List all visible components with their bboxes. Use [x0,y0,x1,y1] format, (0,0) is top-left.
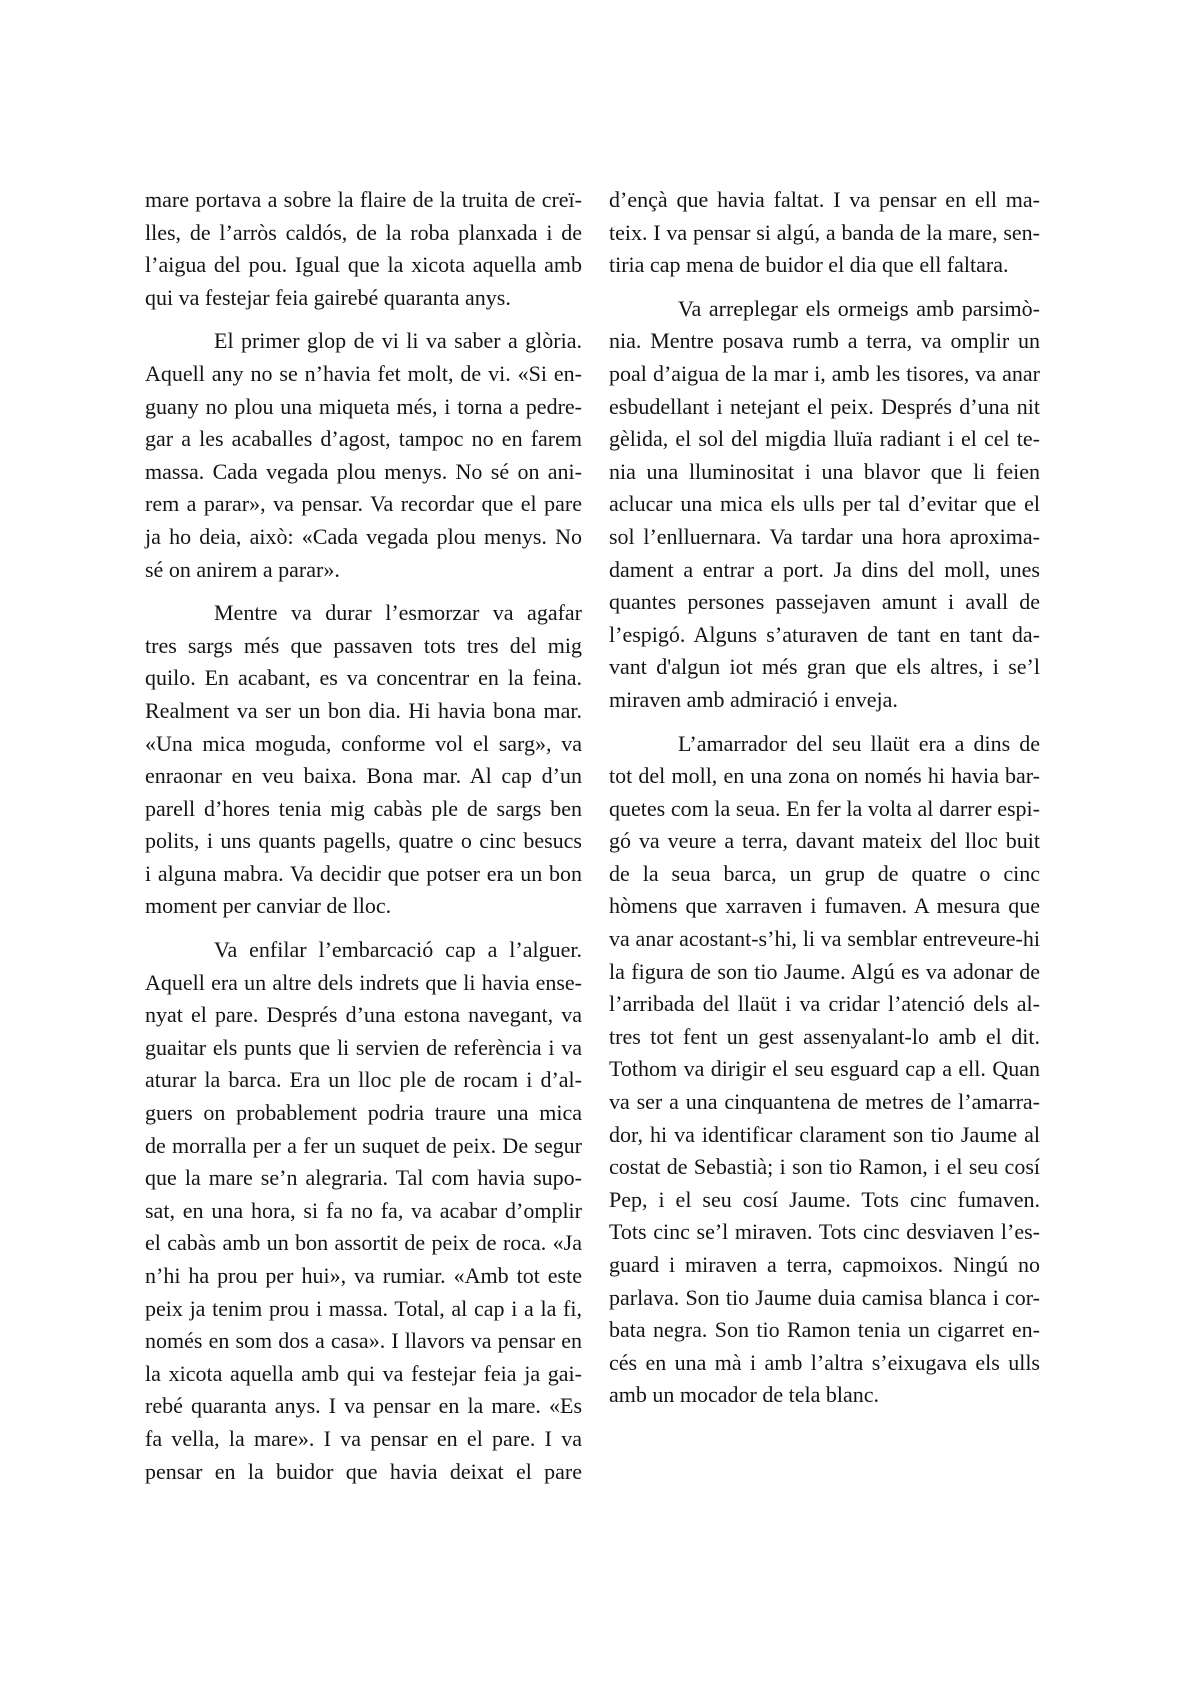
text-line: tres tot fent un gest assenyalant-lo amb el dit. [609,1023,1040,1049]
left-column [145,184,582,1488]
text-line: sol l’enlluernara. Va tardar una hora aproxima- [609,523,1040,549]
text-line: moment per canviar de lloc. [145,893,392,919]
text-line: tres sargs més que passaven tots tres del mig [145,632,582,658]
text-line: esbudellant i netejant el peix. Després d’una nit [609,393,1040,419]
text-line: gar a les acaballes d’agost, tampoc no en farem [145,426,582,452]
text-line: bata negra. Son tio Ramon tenia un cigarret en- [609,1317,1040,1343]
right-column [609,184,1040,1412]
text-line: Tothom va dirigir el seu esguard cap a ell. Quan [609,1056,1040,1082]
text-line: lles, de l’arròs caldós, de la roba planxada i de [145,219,582,245]
text-line: l’aigua del pou. Igual que la xicota aquella amb [145,252,582,278]
paragraph [609,184,1040,282]
text-line: mare portava a sobre la flaire de la truita de creï- [145,187,582,212]
text-line: Va enfilar l’embarcació cap a l’alguer. [214,937,582,963]
text-line: Mentre va durar l’esmorzar va agafar [214,600,582,626]
text-line: rem a parar», va pensar. Va recordar que el pare [145,491,582,517]
text-line: tiria cap mena de buidor el dia que ell faltara. [609,252,1009,278]
text-line: pensar en la buidor que havia deixat el pare [145,1458,582,1484]
text-line: gèlida, el sol del migdia lluïa radiant i el cel te- [609,426,1040,452]
text-line: poal d’aigua de la mar i, amb les tisores, va anar [609,360,1040,386]
text-line: guers on probablement podria traure una mica [145,1100,582,1126]
text-line: ja ho deia, això: «Cada vegada plou menys. No [145,523,582,549]
text-line: i alguna mabra. Va decidir que potser era un bon [145,860,582,886]
text-line: teix. I va pensar si algú, a banda de la mare, sen- [609,219,1040,245]
text-line: de la seua barca, un grup de quatre o cinc [609,860,1040,886]
text-line: nyat el pare. Després d’una estona navegant, va [145,1002,582,1028]
text-line: el cabàs amb un bon assortit de peix de roca. «Ja [145,1230,582,1256]
text-line: gó va veure a terra, davant mateix del lloc buit [609,828,1040,854]
text-line: d’ençà que havia faltat. I va pensar en ell ma- [609,187,1040,212]
text-line: n’hi ha prou per hui», va rumiar. «Amb tot este [145,1263,582,1288]
text-line: qui va festejar feia gairebé quaranta anys. [145,284,511,310]
text-line: fa vella, la mare». I va pensar en el pare. I va [145,1425,582,1451]
text-line: L’amarrador del seu llaüt era a dins de [678,730,1040,756]
paragraph [145,325,582,586]
text-line: cés en una mà i amb l’altra s’eixugava els ulls [609,1349,1040,1375]
text-line: polits, i uns quants pagells, quatre o cinc besucs [145,828,582,854]
paragraph [145,934,582,1488]
text-line: sat, en una hora, si fa no fa, va acabar d’omplir [145,1197,582,1223]
text-line: va ser a una cinquantena de metres de l’amarra- [609,1089,1040,1115]
text-line: nia una lluminositat i una blavor que li feien [609,458,1040,484]
text-line: Aquell era un altre dels indrets que li havia ense- [145,969,582,995]
text-line: quantes persones passejaven amunt i avall de [609,589,1040,615]
text-line: va anar acostant-s’hi, li va semblar entreveure-hi [609,926,1040,952]
text-line: l’arribada del llaüt i va cridar l’atenció dels al- [609,991,1040,1017]
paragraph [145,597,582,923]
text-line: peix ja tenim prou i massa. Total, al cap i a la fi, [145,1295,582,1321]
text-line: enraonar en veu baixa. Bona mar. Al cap d’un [145,763,582,789]
text-line: de morralla per a fer un suquet de peix. De segur [145,1132,582,1158]
text-line: dor, hi va identificar clarament son tio Jaume al [609,1121,1040,1147]
text-line: que la mare se’n alegraria. Tal com havia supo- [145,1165,582,1191]
text-line: parell d’hores tenia mig cabàs ple de sargs ben [145,795,582,821]
text-line: Realment va ser un bon dia. Hi havia bona mar. [145,697,582,723]
text-line: nia. Mentre posava rumb a terra, va omplir un [609,328,1040,354]
text-line: tot del moll, en una zona on només hi havia bar- [609,763,1040,789]
text-line: la figura de son tio Jaume. Algú es va adonar de [609,958,1040,984]
text-line: sé on anirem a parar». [145,556,340,582]
text-line: amb un mocador de tela blanc. [609,1382,880,1408]
text-line: massa. Cada vegada plou menys. No sé on ani- [145,458,582,484]
paragraph [609,728,1040,1412]
text-line: «Una mica moguda, conforme vol el sarg», va [145,730,582,756]
text-line: dament a entrar a port. Ja dins del moll, unes [609,556,1040,582]
text-line: quetes com la seua. En fer la volta al darrer espi- [609,795,1040,821]
text-line: costat de Sebastià; i son tio Ramon, i el seu cosí [609,1154,1040,1180]
text-line: guany no plou una miqueta més, i torna a pedre- [145,393,582,419]
text-line: quilo. En acabant, es va concentrar en la feina. [145,665,582,691]
text-line: hòmens que xarraven i fumaven. A mesura que [609,893,1040,919]
text-line: vant d'algun iot més gran que els altres, i se’l [609,654,1040,680]
text-line: només en som dos a casa». I llavors va pensar en [145,1328,582,1354]
text-line: aturar la barca. Era un lloc ple de rocam i d’al- [145,1067,582,1093]
text-line: rebé quaranta anys. I va pensar en la mare. «Es [145,1393,582,1419]
text-line: parlava. Son tio Jaume duia camisa blanca i cor- [609,1284,1040,1310]
paragraph [145,184,582,314]
text-line: l’espigó. Alguns s’aturaven de tant en tant da- [609,621,1040,647]
text-line: Va arreplegar els ormeigs amb parsimò- [678,295,1040,321]
text-line: aclucar una mica els ulls per tal d’evitar que el [609,491,1040,517]
text-line: El primer glop de vi li va saber a glòria. [214,328,582,354]
text-line: Pep, i el seu cosí Jaume. Tots cinc fumaven. [609,1186,1040,1212]
text-line: Tots cinc se’l miraven. Tots cinc desviaven l’es- [609,1219,1040,1245]
text-line: la xicota aquella amb qui va festejar feia ja gai- [145,1360,582,1386]
paragraph [609,293,1040,717]
text-line: miraven amb admiració i enveja. [609,686,898,712]
text-line: guaitar els punts que li servien de referència i va [145,1034,582,1060]
text-line: Aquell any no se n’havia fet molt, de vi. «Si en- [145,360,582,386]
text-line: guard i miraven a terra, capmoixos. Ningú no [609,1252,1040,1277]
